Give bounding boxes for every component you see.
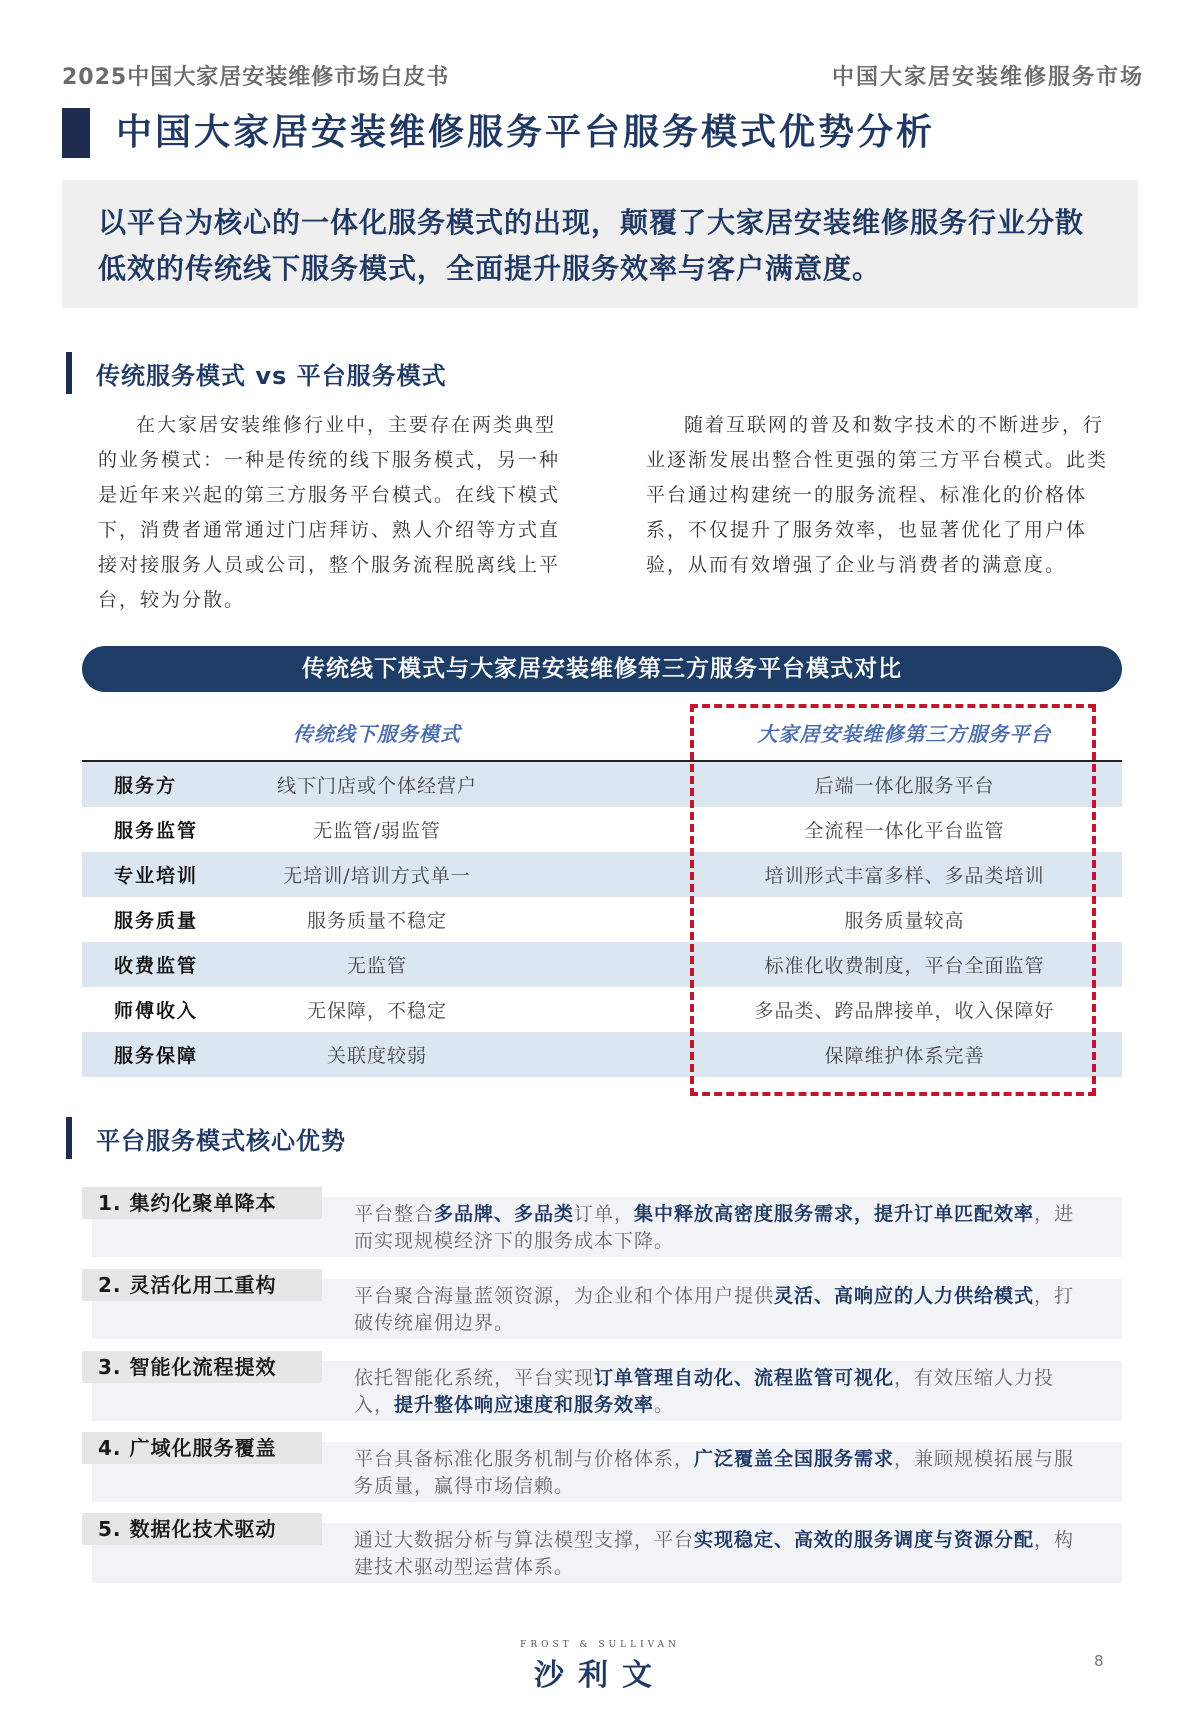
traditional-cell: 无监管 bbox=[346, 955, 407, 977]
advantage-item bbox=[82, 1432, 1122, 1506]
advantage-label: 1. 集约化聚单降本 bbox=[82, 1187, 322, 1219]
advantage-item bbox=[82, 1187, 1122, 1261]
advantage-label: 4. 广域化服务覆盖 bbox=[82, 1432, 322, 1464]
section-heading-advantages bbox=[66, 1117, 346, 1159]
advantage-item bbox=[82, 1269, 1122, 1343]
row-label: 服务保障 bbox=[114, 1045, 199, 1067]
page-number: 8 bbox=[1094, 1652, 1104, 1670]
paragraph-traditional-model: 在大家居安装维修行业中，主要存在两类典型的业务模式：一种是传统的线下服务模式，另一种是近年来兴起的第三方服务平台模式。在线下模式下，消费者通常通过门店拜访、熟人介绍等方式直接对接服务人员或公司，整个服务流程脱离线上平台，较为分散。 bbox=[98, 414, 561, 611]
platform-cell: 培训形式丰富多样、多品类培训 bbox=[764, 865, 1045, 887]
advantage-description: 平台聚合海量蓝领资源，为企业和个体用户提供灵活、高响应的人力供给模式，打破传统雇佣边界。 bbox=[92, 1279, 1122, 1339]
traditional-cell: 无培训/培训方式单一 bbox=[283, 865, 471, 887]
section-accent-bar bbox=[66, 1117, 72, 1159]
platform-highlight-box bbox=[690, 704, 1096, 1096]
advantage-label: 5. 数据化技术驱动 bbox=[82, 1513, 322, 1545]
section-heading-models bbox=[66, 352, 447, 394]
paragraph-platform-model: 随着互联网的普及和数字技术的不断进步，行业逐渐发展出整合性更强的第三方平台模式。此类平台通过构建统一的服务流程、标准化的价格体系，不仅提升了服务效率，也显著优化了用户体验，从而有效增强了企业与消费者的满意度。 bbox=[646, 414, 1109, 576]
advantage-description: 平台具备标准化服务机制与价格体系，广泛覆盖全国服务需求，兼顾规模拓展与服务质量，赢得市场信赖。 bbox=[92, 1442, 1122, 1502]
advantage-description: 平台整合多品牌、多品类订单，集中释放高密度服务需求，提升订单匹配效率，进而实现规模经济下的服务成本下降。 bbox=[92, 1197, 1122, 1257]
advantage-description: 通过大数据分析与算法模型支撑，平台实现稳定、高效的服务调度与资源分配，构建技术驱动型运营体系。 bbox=[92, 1523, 1122, 1583]
traditional-cell: 服务质量不稳定 bbox=[306, 910, 447, 932]
platform-cell: 后端一体化服务平台 bbox=[814, 775, 995, 797]
traditional-cell: 无保障，不稳定 bbox=[306, 1000, 447, 1022]
platform-cell: 标准化收费制度，平台全面监管 bbox=[764, 955, 1045, 977]
advantage-item bbox=[82, 1351, 1122, 1425]
page-title: 中国大家居安装维修服务平台服务模式优势分析 bbox=[116, 112, 936, 153]
section-title: 传统服务模式 vs 平台服务模式 bbox=[96, 361, 447, 390]
lead-summary-text: 以平台为核心的一体化服务模式的出现，颠覆了大家居安装维修服务行业分散低效的传统线下服务模式，全面提升服务效率与客户满意度。 bbox=[98, 206, 1085, 285]
row-label: 收费监管 bbox=[114, 955, 199, 977]
traditional-cell: 线下门店或个体经营户 bbox=[276, 775, 477, 797]
platform-cell: 保障维护体系完善 bbox=[824, 1045, 985, 1067]
frost-sullivan-wordmark: FROST & SULLIVAN bbox=[520, 1640, 680, 1650]
section-title: 平台服务模式核心优势 bbox=[96, 1126, 346, 1155]
row-label: 师傅收入 bbox=[114, 1000, 199, 1022]
row-label: 服务方 bbox=[114, 775, 178, 797]
traditional-cell: 关联度较弱 bbox=[326, 1045, 427, 1067]
report-title: 2025中国大家居安装维修市场白皮书 bbox=[62, 65, 450, 90]
advantage-label: 2. 灵活化用工重构 bbox=[82, 1269, 322, 1301]
platform-cell: 多品类、跨品牌接单，收入保障好 bbox=[754, 1000, 1055, 1022]
platform-cell: 全流程一体化平台监管 bbox=[804, 820, 1005, 842]
column-header-platform: 大家居安装维修第三方服务平台 bbox=[757, 722, 1052, 746]
section-accent-bar bbox=[66, 352, 72, 394]
company-logo: 沙利文 bbox=[534, 1658, 666, 1693]
chapter-title: 中国大家居安装维修服务市场 bbox=[831, 65, 1144, 90]
platform-cell: 服务质量较高 bbox=[844, 910, 965, 932]
lead-summary-box bbox=[62, 180, 1138, 308]
traditional-cell: 无监管/弱监管 bbox=[313, 820, 441, 842]
row-label: 服务监管 bbox=[114, 820, 199, 842]
advantage-description: 依托智能化系统，平台实现订单管理自动化、流程监管可视化，有效压缩人力投入，提升整体响应速度和服务效率。 bbox=[92, 1361, 1122, 1421]
row-label: 服务质量 bbox=[114, 910, 199, 932]
column-header-traditional: 传统线下服务模式 bbox=[293, 722, 461, 746]
advantage-item bbox=[82, 1513, 1122, 1587]
advantage-label: 3. 智能化流程提效 bbox=[82, 1351, 322, 1383]
row-label: 专业培训 bbox=[114, 865, 199, 887]
title-accent-bar bbox=[62, 108, 90, 158]
table-title: 传统线下模式与大家居安装维修第三方服务平台模式对比 bbox=[82, 646, 1122, 692]
